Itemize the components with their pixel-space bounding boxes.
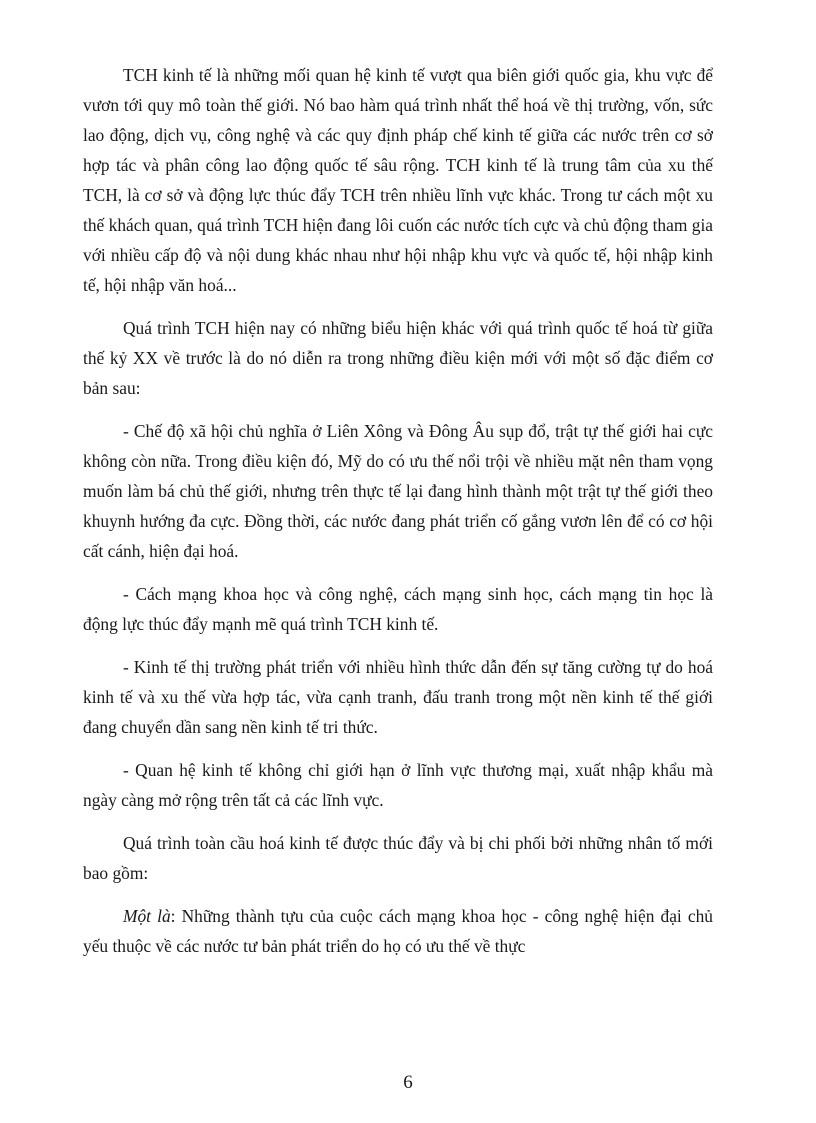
bullet-paragraph-1: - Chế độ xã hội chủ nghĩa ở Liên Xông và Đông Âu sụp đổ, trật tự thế giới hai cực không còn nữa. Trong điều kiện đó, Mỹ do có ưu thế nổi trội về nhiều mặt nên tham vọng muốn làm bá chủ thế giới, nhưng trên thực tế lại đang hình thành một trật tự thế giới theo khuynh hướng đa cực. Đồng thời, các nước đang phát triển cố gắng vươn lên để có cơ hội cất cánh, hiện đại hoá. — [83, 421, 713, 561]
bullet-paragraph-2: - Cách mạng khoa học và công nghệ, cách mạng sinh học, cách mạng tin học là động lực thúc đẩy mạnh mẽ quá trình TCH kinh tế. — [83, 584, 713, 634]
page-number: 6 — [403, 1072, 413, 1093]
paragraph-3: Quá trình toàn cầu hoá kinh tế được thúc đẩy và bị chi phối bởi những nhân tố mới bao gồm: — [83, 833, 713, 883]
paragraph-lead: Một là — [123, 906, 171, 926]
paragraph-2: Quá trình TCH hiện nay có những biểu hiện khác với quá trình quốc tế hoá từ giữa thế kỷ XX về trước là do nó diễn ra trong những điều kiện mới với một số đặc điểm cơ bản sau: — [83, 318, 713, 398]
document-body — [83, 60, 713, 961]
paragraph-4 — [83, 901, 713, 961]
bullet-paragraph-3: - Kinh tế thị trường phát triển với nhiều hình thức dẫn đến sự tăng cường tự do hoá kinh tế và xu thế vừa hợp tác, vừa cạnh tranh, đấu tranh trong một nền kinh tế thế giới đang chuyển dần sang nền kinh tế tri thức. — [83, 657, 713, 737]
paragraph-1: TCH kinh tế là những mối quan hệ kinh tế vượt qua biên giới quốc gia, khu vực để vươn tới quy mô toàn thế giới. Nó bao hàm quá trình nhất thể hoá về thị trường, vốn, sức lao động, dịch vụ, công nghệ và các quy định pháp chế kinh tế giữa các nước trên cơ sở hợp tác và phân công lao động quốc tế sâu rộng. TCH kinh tế là trung tâm của xu thế TCH, là cơ sở và động lực thúc đẩy TCH trên nhiều lĩnh vực khác. Trong tư cách một xu thế khách quan, quá trình TCH hiện đang lôi cuốn các nước tích cực và chủ động tham gia với nhiều cấp độ và nội dung khác nhau như hội nhập khu vực và quốc tế, hội nhập kinh tế, hội nhập văn hoá... — [83, 65, 713, 295]
paragraph-4-text: : Những thành tựu của cuộc cách mạng khoa học - công nghệ hiện đại chủ yếu thuộc về các nước tư bản phát triển do họ có ưu thế về thực — [83, 906, 713, 956]
bullet-paragraph-4: - Quan hệ kinh tế không chỉ giới hạn ở lĩnh vực thương mại, xuất nhập khẩu mà ngày càng mở rộng trên tất cả các lĩnh vực. — [83, 760, 713, 810]
